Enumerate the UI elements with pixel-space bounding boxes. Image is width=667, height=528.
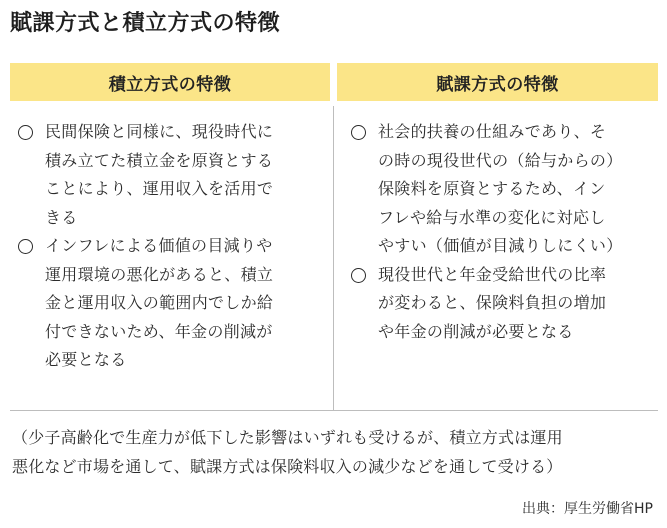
list-item-text: 社会的扶養の仕組みであり、そ の時の現役世代の（給与からの） 保険料を原資とするため、イン フレや給与水準の変化に対応し やすい（価値が目減りしにくい） (378, 122, 623, 255)
payg-features-list (351, 118, 652, 346)
circle-bullet-icon (18, 125, 33, 140)
list-item (351, 261, 652, 347)
circle-bullet-icon (351, 125, 366, 140)
footnote: （少子高齢化で生産力が低下した影響はいずれも受けるが、積立方式は運用 悪化など市場を通して、賦課方式は保険料収入の減少などを通して受ける） (12, 428, 563, 476)
column-header-funded: 積立方式の特徴 (10, 63, 330, 101)
list-item-text: 現役世代と年金受給世代の比率 が変わると、保険料負担の増加 や年金の削減が必要となる (378, 264, 607, 341)
circle-bullet-icon (351, 268, 366, 283)
column-header-payg: 賦課方式の特徴 (337, 63, 658, 101)
circle-bullet-icon (18, 239, 33, 254)
list-item-text: 民間保険と同様に、現役時代に 積み立てた積立金を原資とする ことにより、運用収入を活用で きる (45, 122, 274, 227)
funded-features-list (18, 118, 324, 375)
list-item (18, 232, 324, 375)
source-citation: 出典：厚生労働省HP (522, 501, 653, 517)
column-divider (333, 106, 334, 410)
list-item (351, 118, 652, 261)
page-title: 賦課方式と積立方式の特徴 (10, 11, 281, 36)
list-item-text: インフレによる価値の目減りや 運用環境の悪化があると、積立 金と運用収入の範囲内でしか給 付できないため、年金の削減が 必要となる (45, 236, 274, 369)
list-item (18, 118, 324, 232)
comparison-table (10, 63, 658, 411)
